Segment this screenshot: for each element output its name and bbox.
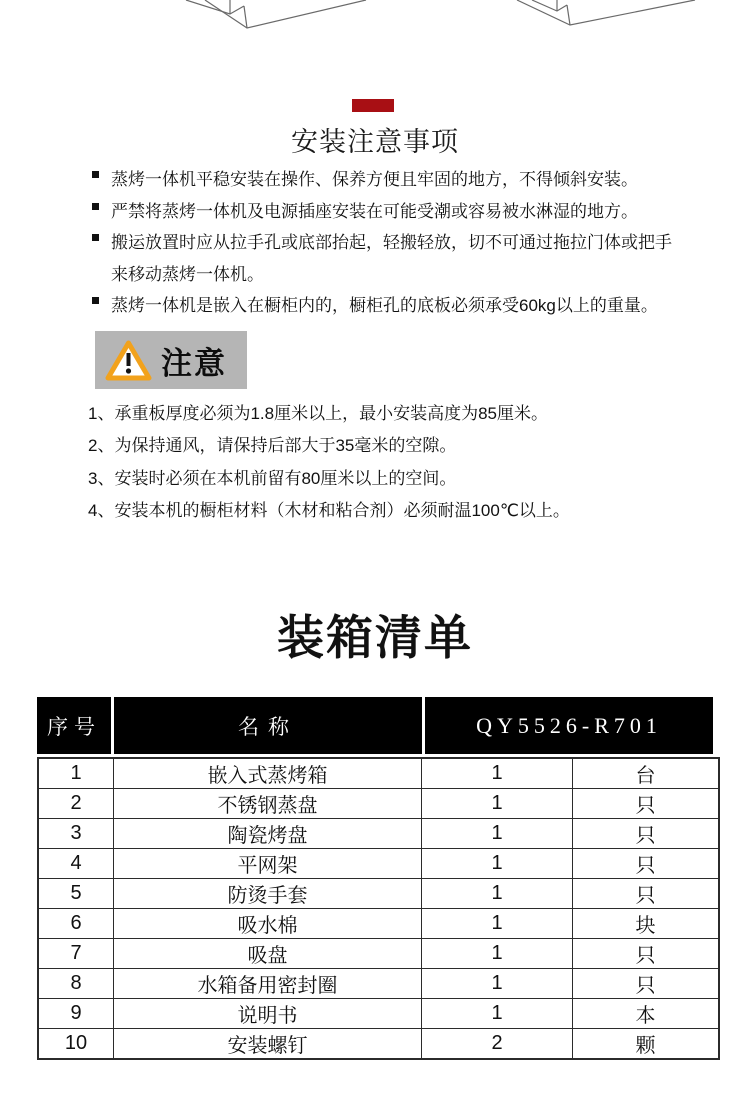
table-row (38, 939, 719, 969)
cell-qty: 1 (422, 999, 573, 1029)
cell-unit: 台 (573, 758, 720, 789)
table-row (38, 879, 719, 909)
cell-no: 1 (38, 758, 114, 789)
cell-name: 安装螺钉 (114, 1029, 422, 1060)
cell-unit: 只 (573, 849, 720, 879)
note-item: 1、承重板厚度必须为1.8厘米以上，最小安装高度为85厘米。 (88, 404, 548, 423)
cell-no: 2 (38, 789, 114, 819)
cell-qty: 1 (422, 819, 573, 849)
table-row (38, 909, 719, 939)
install-notes-list (88, 398, 688, 527)
table-row (38, 849, 719, 879)
cell-no: 10 (38, 1029, 114, 1060)
table-row (38, 758, 719, 789)
bullet-square-marker (92, 171, 99, 178)
packing-list-table (37, 697, 713, 1060)
cell-no: 3 (38, 819, 114, 849)
table-row (38, 1029, 719, 1060)
packing-table-body (37, 757, 720, 1060)
bullet-text: 蒸烤一体机平稳安装在操作、保养方便且牢固的地方，不得倾斜安装。 (111, 170, 638, 189)
bullet-square-marker (92, 203, 99, 210)
caution-box (95, 331, 247, 389)
header-cell-model: QY5526-R701 (425, 697, 713, 754)
cell-no: 6 (38, 909, 114, 939)
cell-unit: 块 (573, 909, 720, 939)
cell-no: 8 (38, 969, 114, 999)
bullet-text: 搬运放置时应从拉手孔或底部抬起，轻搬轻放，切不可通过拖拉门体或把手来移动蒸烤一体机。 (111, 233, 672, 284)
cell-qty: 1 (422, 879, 573, 909)
note-item: 4、安装本机的橱柜材料（木材和粘合剂）必须耐温100℃以上。 (88, 500, 570, 520)
bullet-item (92, 290, 672, 322)
cell-name: 不锈钢蒸盘 (114, 789, 422, 819)
cell-name: 平网架 (114, 849, 422, 879)
cell-unit: 本 (573, 999, 720, 1029)
caution-label: 注意 (161, 345, 227, 381)
cell-qty: 1 (422, 969, 573, 999)
cell-name: 防烫手套 (114, 879, 422, 909)
cell-qty: 1 (422, 789, 573, 819)
table-row (38, 969, 719, 999)
carton-wireframes-icon (0, 0, 750, 50)
cell-unit: 颗 (573, 1029, 720, 1060)
cell-no: 9 (38, 999, 114, 1029)
cell-name: 陶瓷烤盘 (114, 819, 422, 849)
header-cell-name: 名称 (114, 697, 422, 754)
red-accent-dash (352, 99, 394, 112)
bullet-text: 蒸烤一体机是嵌入在橱柜内的，橱柜孔的底板必须承受60kg以上的重量。 (111, 296, 658, 316)
packing-table-header (37, 697, 713, 754)
cell-name: 嵌入式蒸烤箱 (114, 758, 422, 789)
bullet-square-marker (92, 297, 99, 304)
cell-name: 吸水棉 (114, 909, 422, 939)
bullet-item (92, 196, 672, 228)
cell-no: 5 (38, 879, 114, 909)
cell-qty: 1 (422, 939, 573, 969)
warning-triangle-icon (105, 339, 152, 382)
bullet-item (92, 227, 672, 290)
cell-unit: 只 (573, 789, 720, 819)
cell-unit: 只 (573, 939, 720, 969)
note-item: 3、安装时必须在本机前留有80厘米以上的空间。 (88, 468, 457, 488)
cell-qty: 2 (422, 1029, 573, 1060)
table-row (38, 999, 719, 1029)
cell-name: 说明书 (114, 999, 422, 1029)
cell-no: 4 (38, 849, 114, 879)
bullet-text: 严禁将蒸烤一体机及电源插座安装在可能受潮或容易被水淋湿的地方。 (111, 201, 638, 221)
cell-unit: 只 (573, 819, 720, 849)
cell-unit: 只 (573, 969, 720, 999)
note-item: 2、为保持通风，请保持后部大于35毫米的空隙。 (88, 436, 457, 456)
cell-name: 吸盘 (114, 939, 422, 969)
packing-section-title: 装箱清单 (277, 611, 473, 664)
header-cell-index: 序号 (37, 697, 111, 754)
install-section-title: 安装注意事项 (291, 127, 459, 157)
table-row (38, 789, 719, 819)
install-bullet-list (92, 164, 672, 322)
cell-qty: 1 (422, 849, 573, 879)
bullet-square-marker (92, 234, 99, 241)
cell-unit: 只 (573, 879, 720, 909)
table-row (38, 819, 719, 849)
cell-no: 7 (38, 939, 114, 969)
cell-name: 水箱备用密封圈 (114, 969, 422, 999)
bullet-item (92, 164, 672, 196)
cell-qty: 1 (422, 758, 573, 789)
cell-qty: 1 (422, 909, 573, 939)
